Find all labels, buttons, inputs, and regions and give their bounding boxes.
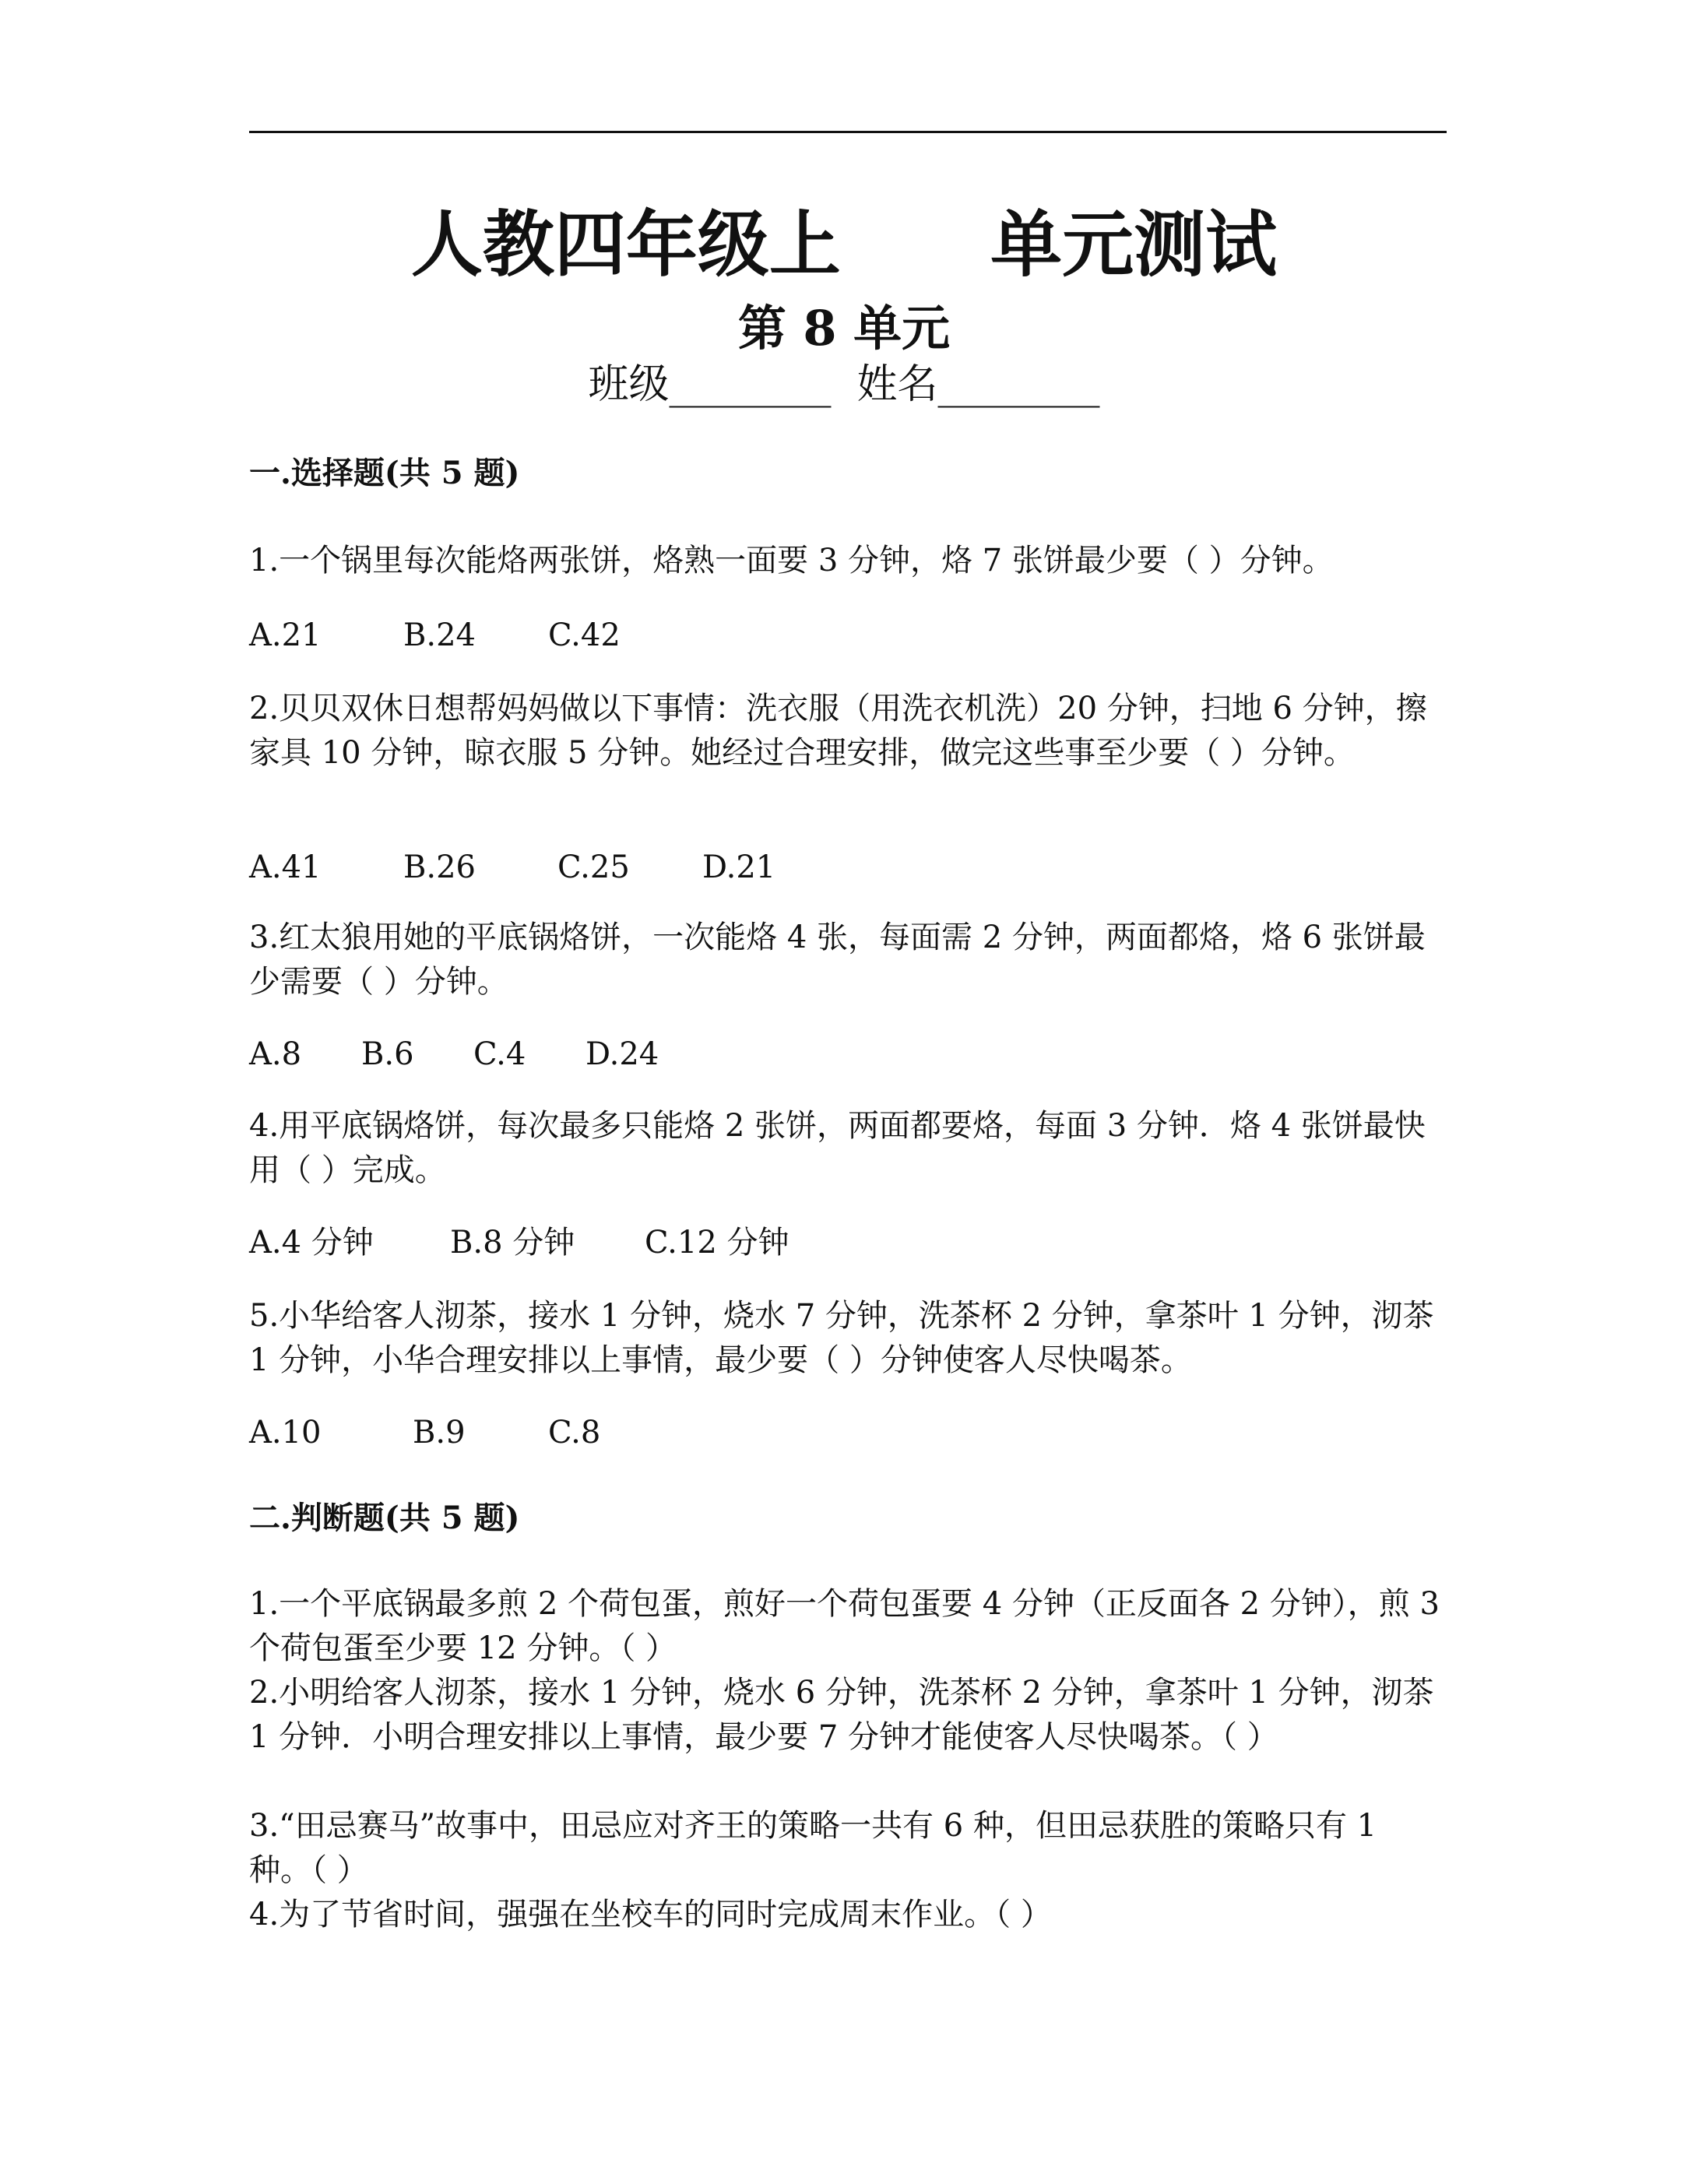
choice-question-1: [249, 539, 1448, 583]
option-a: A.21: [249, 617, 322, 653]
option-c: C.4: [473, 1036, 526, 1072]
question-text: 1.一个锅里每次能烙两张饼，烙熟一面要 3 分钟，烙 7 张饼最少要（ ）分钟。: [249, 543, 1334, 579]
option-a: A.41: [249, 849, 322, 885]
section-heading-judge: 二.判断题(共 5 题): [249, 1500, 520, 1536]
option-c: C.25: [557, 849, 630, 885]
question-text: 3.红太狼用她的平底锅烙饼，一次能烙 4 张，每面需 2 分钟，两面都烙，烙 6 张饼最少需要（ ）分钟。: [249, 920, 1426, 1000]
question-text: 1.一个平底锅最多煎 2 个荷包蛋，煎好一个荷包蛋要 4 分钟（正反面各 2 分钟），煎 3 个荷包蛋至少要 12 分钟。（ ）: [249, 1586, 1440, 1666]
judge-question-4: [249, 1893, 1448, 1937]
option-b: B.9: [413, 1415, 466, 1451]
choice-question-5: [249, 1294, 1448, 1383]
question-text: 4.用平底锅烙饼，每次最多只能烙 2 张饼，两面都要烙，每面 3 分钟．烙 4 张饼最快用（ ）完成。: [249, 1108, 1426, 1188]
section-heading-choice: 一.选择题(共 5 题): [249, 455, 520, 491]
judge-question-3: [249, 1804, 1448, 1893]
option-b: B.8 分钟: [450, 1225, 575, 1261]
unit-subtitle: 第 8 单元: [737, 300, 951, 357]
class-name-line: 班级________ 姓名________: [588, 361, 1100, 408]
option-a: A.10: [249, 1415, 322, 1451]
choice-question-4: [249, 1104, 1448, 1193]
option-b: B.26: [403, 849, 477, 885]
choice-options-1: [249, 614, 1448, 657]
option-c: C.42: [548, 617, 621, 653]
choice-options-4: [249, 1221, 1448, 1264]
page-title: 人教四年级上 单元测试: [410, 203, 1278, 287]
top-rule: [249, 131, 1447, 133]
question-text: 4.为了节省时间，强强在坐校车的同时完成周末作业。（ ）: [249, 1897, 1052, 1933]
option-d: D.24: [586, 1036, 659, 1072]
option-b: B.24: [403, 617, 477, 653]
option-a: A.4 分钟: [249, 1225, 374, 1261]
option-b: B.6: [361, 1036, 414, 1072]
option-c: C.8: [548, 1415, 601, 1451]
question-text: 2.贝贝双休日想帮妈妈做以下事情：洗衣服（用洗衣机洗）20 分钟，扫地 6 分钟，擦家具 10 分钟，晾衣服 5 分钟。她经过合理安排，做完这些事至少要（ ）分钟。: [249, 691, 1427, 771]
option-a: A.8: [249, 1036, 302, 1072]
option-c: C.12 分钟: [645, 1225, 789, 1261]
question-text: 5.小华给客人沏茶，接水 1 分钟，烧水 7 分钟，洗茶杯 2 分钟，拿茶叶 1 分钟，沏茶 1 分钟，小华合理安排以上事情，最少要（ ）分钟使客人尽快喝茶。: [249, 1298, 1434, 1378]
question-text: 2.小明给客人沏茶，接水 1 分钟，烧水 6 分钟，洗茶杯 2 分钟，拿茶叶 1 分钟，沏茶 1 分钟．小明合理安排以上事情，最少要 7 分钟才能使客人尽快喝茶。（ ）: [249, 1675, 1434, 1755]
choice-options-5: [249, 1411, 1448, 1454]
judge-question-1: [249, 1582, 1448, 1671]
choice-question-3: [249, 916, 1448, 1004]
choice-options-2: [249, 846, 1448, 889]
choice-question-2: [249, 687, 1448, 775]
choice-options-3: [249, 1032, 1448, 1076]
option-d: D.21: [702, 849, 776, 885]
judge-question-2: [249, 1671, 1448, 1760]
question-text: 3.“田忌赛马”故事中，田忌应对齐王的策略一共有 6 种，但田忌获胜的策略只有 1 种。（ ）: [249, 1808, 1377, 1888]
